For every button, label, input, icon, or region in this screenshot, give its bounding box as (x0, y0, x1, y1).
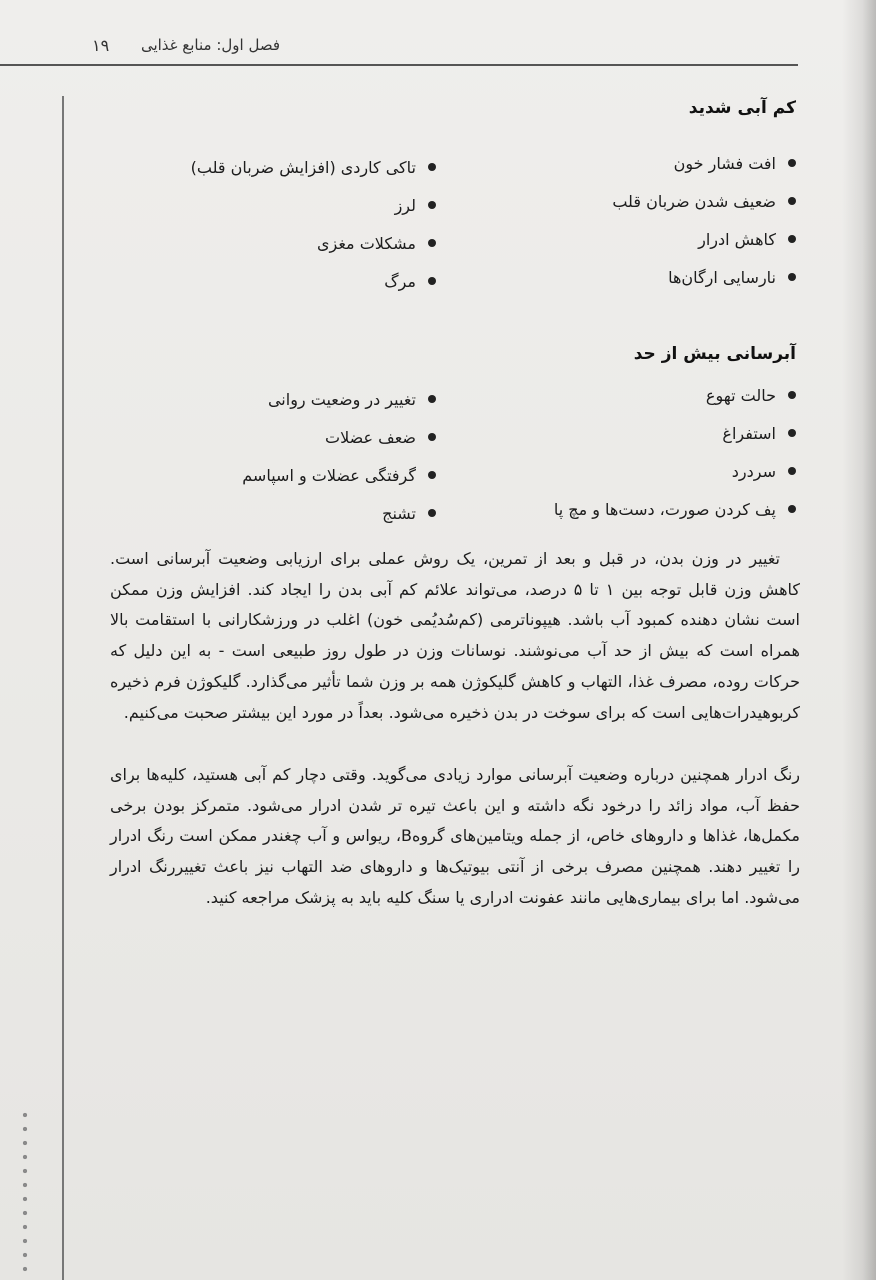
body-paragraph: تغییر در وزن بدن، در قبل و بعد از تمرین، یک روش عملی برای ارزیابی وضعیت آبرسانی است. کاهش وزن قابل توجه بین ۱ تا ۵ درصد، می‌تواند علائم کم آبی بدن را ایجاد کند. افزایش وزن ممکن است نشان دهنده کمبود آب باشد. هیپوناترمی (کم‌سُدیُمی خون) اغلب در ورزشکارانی با استقامت بالا همراه است که بیش از حد آب می‌نوشند. نوسانات وزن در طول روز طبیعی است - به این دلیل که حرکات روده، مصرف غذا، التهاب و کاهش گلیکوژن همه بر وزن شما تأثیر می‌گذارد. گلیکوژن فرم ذخیره کربوهیدرات‌هایی است که برای سوخت در بدن ذخیره می‌شود. بعداً در مورد این بیشتر صحبت می‌کنیم. (110, 549, 801, 722)
list-item: لرز (395, 196, 436, 215)
list-item: ضعف عضلات (325, 428, 436, 447)
margin-dots (22, 1108, 28, 1280)
list-item: پف کردن صورت، دست‌ها و مچ پا (554, 500, 796, 519)
body-paragraph: رنگ ادرار همچنین درباره وضعیت آبرسانی موارد زیادی می‌گوید. وقتی دچار کم آبی هستید، کلیه‌ها برای حفظ آب، مواد زائد را درخود نگه داشته و این باعث تیره تر شدن ادرار می‌شود. متمرکز بودن برخی مکمل‌ها، غذاها و داروهای خاص، از جمله ویتامین‌های گروهB، ریواس و آب چغندر ممکن است رنگ ادرار را تغییر دهند. همچنین مصرف برخی از آنتی بیوتیک‌ها و داروهای ضد التهاب نیز باعث تغییررنگ ادرار می‌شود. اما برای بیماری‌هایی مانند عفونت ادراری یا سنگ کلیه باید به پزشک مراجعه کنید. (110, 765, 800, 907)
heading-severe-dehydration: کم آبی شدید (688, 98, 796, 118)
binding-shadow (842, 0, 876, 1280)
list-item: نارسایی ارگان‌ها (668, 268, 796, 287)
list-item: حالت تهوع (706, 386, 796, 405)
running-header-title: فصل اول: منابع غذایی (140, 36, 280, 54)
list-item: ضعیف شدن ضربان قلب (612, 192, 796, 211)
heading-overhydration: آبرسانی بیش از حد (633, 344, 796, 364)
page-number: ۱۹ (92, 36, 110, 55)
list-item: سردرد (732, 462, 796, 481)
margin-rule (62, 96, 64, 1280)
list-item: مرگ (384, 272, 436, 291)
list-item: کاهش ادرار (698, 230, 796, 249)
list-item: تغییر در وضعیت روانی (268, 390, 436, 409)
header-rule (0, 64, 798, 66)
list-item: تشنج (382, 504, 436, 523)
list-item: گرفتگی عضلات و اسپاسم (242, 466, 436, 485)
list-item: تاکی کاردی (افزایش ضربان قلب) (191, 158, 436, 177)
list-item: مشکلات مغزی (317, 234, 436, 253)
list-item: افت فشار خون (674, 154, 796, 173)
list-item: استفراغ (722, 424, 796, 443)
